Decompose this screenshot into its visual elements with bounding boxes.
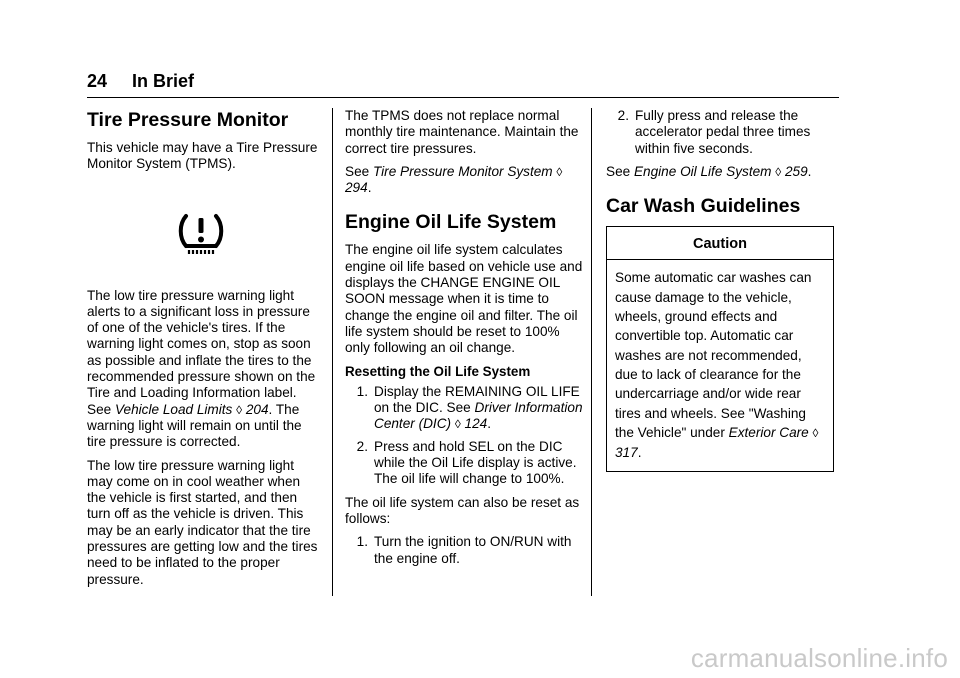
caution-text: Some automatic car washes can cause damage to the vehicle, wheels, ground effects and convertible top. Automatic car washes are not recommended, due to lack of clearance for the undercarriage and/or wide rear tires and wheels. See "Washing the Vehicle" under: [615, 270, 812, 440]
page-ref-arrow-icon: ◊: [454, 417, 461, 432]
alt-reset-paragraph: The oil life system can also be reset as follows:: [345, 494, 580, 526]
tire-pressure-warning-icon: [178, 212, 224, 256]
tire-pressure-heading: Tire Pressure Monitor: [87, 109, 289, 131]
watermark: carmanualsonline.info: [690, 643, 948, 673]
page-ref-arrow-icon: ◊: [556, 164, 563, 179]
tpms-see-reference: [345, 164, 583, 197]
step-number: 1.: [356, 534, 368, 550]
step-text: Turn the ignition to ON/RUN with the engine off.: [374, 534, 572, 566]
section-title: In Brief: [132, 71, 195, 91]
step-number: 2.: [356, 438, 368, 454]
list-item: [345, 534, 583, 567]
step-text: Press and hold SEL on the DIC while the Oil Life display is active. The oil life will change to 100%.: [374, 438, 577, 487]
tpms-icon-container: [87, 180, 319, 288]
car-wash-heading: Car Wash Guidelines: [606, 195, 801, 218]
period: .: [367, 180, 372, 196]
period: .: [637, 445, 642, 461]
step-text: Fully press and release the accelerator pedal three times within five seconds.: [635, 108, 811, 156]
page-ref-number[interactable]: 294: [345, 180, 368, 196]
tpms-warning-text: The low tire pressure warning light alerts to a significant loss in pressure of one of the vehicle's tires. If the warning light comes on, stop as soon as possible and inflate the tires to the recommended pressure shown on the Tire and Loading Information label. See: [87, 287, 316, 417]
alt-reset-steps-list: [345, 534, 583, 567]
step-text: [374, 384, 583, 433]
reset-steps-list: [345, 384, 583, 488]
caution-box: [606, 226, 834, 472]
engine-oil-life-link[interactable]: Engine Oil Life System: [633, 163, 772, 179]
exterior-care-link[interactable]: Exterior Care: [728, 424, 809, 440]
column-2: [345, 108, 583, 574]
page-number: 24: [87, 71, 108, 91]
list-item: [345, 439, 583, 488]
page-ref-number[interactable]: 204: [245, 401, 269, 417]
step-text-body: Display the REMAINING OIL LIFE on the DIC. See: [374, 383, 580, 416]
reset-oil-life-subheading: Resetting the Oil Life System: [345, 363, 531, 379]
column-1: [87, 108, 319, 595]
period: .: [487, 416, 492, 432]
page-ref-arrow-icon: ◊: [775, 164, 782, 179]
tpms-warning-paragraph: [87, 288, 319, 451]
tpms-maintenance-paragraph: The TPMS does not replace normal monthly tire maintenance. Maintain the correct tire pressures.: [345, 108, 579, 156]
page-ref-number[interactable]: 124: [464, 416, 488, 432]
caution-body: [607, 260, 833, 471]
dic-link[interactable]: Driver Information Center (DIC): [374, 400, 583, 432]
column-divider: [332, 108, 333, 596]
tpms-warning-text-end: . The warning light will remain on until the tire pressure is corrected.: [87, 401, 302, 450]
list-item: [345, 384, 583, 433]
page-ref-arrow-icon: ◊: [236, 402, 243, 417]
step-number: 2.: [617, 108, 629, 123]
see-label: See: [345, 163, 373, 179]
vehicle-load-limits-link[interactable]: Vehicle Load Limits: [114, 401, 233, 417]
column-divider: [591, 108, 592, 596]
column-3: [606, 108, 839, 472]
see-label: See: [606, 163, 634, 179]
tire-pressure-monitor-link[interactable]: Tire Pressure Monitor System: [372, 163, 553, 179]
page-header: [87, 70, 839, 98]
page-ref-number[interactable]: 259: [784, 163, 808, 179]
alt-reset-steps-list-continued: [606, 108, 839, 157]
list-item: [606, 108, 839, 157]
period: .: [807, 163, 812, 179]
page-ref-arrow-icon: ◊: [812, 425, 819, 440]
tpms-cold-weather-paragraph: The low tire pressure warning light may come on in cool weather when the vehicle is first started, and then turn off as the vehicle is driven. This may be an early indicator that the tire pressures are getting low and the tires need to be inflated to the proper pressure.: [87, 457, 318, 587]
caution-title: Caution: [607, 227, 833, 260]
engine-oil-heading: Engine Oil Life System: [345, 211, 557, 234]
tpms-intro: This vehicle may have a Tire Pressure Monitor System (TPMS).: [87, 140, 318, 172]
oil-life-paragraph: The engine oil life system calculates engine oil life based on vehicle use and displays the CHANGE ENGINE OIL SOON message when it is time to change the engine oil and filter. The oil life system should be reset to 100% only following an oil change.: [345, 242, 583, 356]
step-number: 1.: [356, 383, 368, 399]
page-ref-number[interactable]: 317: [615, 445, 638, 461]
oil-life-see-reference: [606, 164, 839, 180]
